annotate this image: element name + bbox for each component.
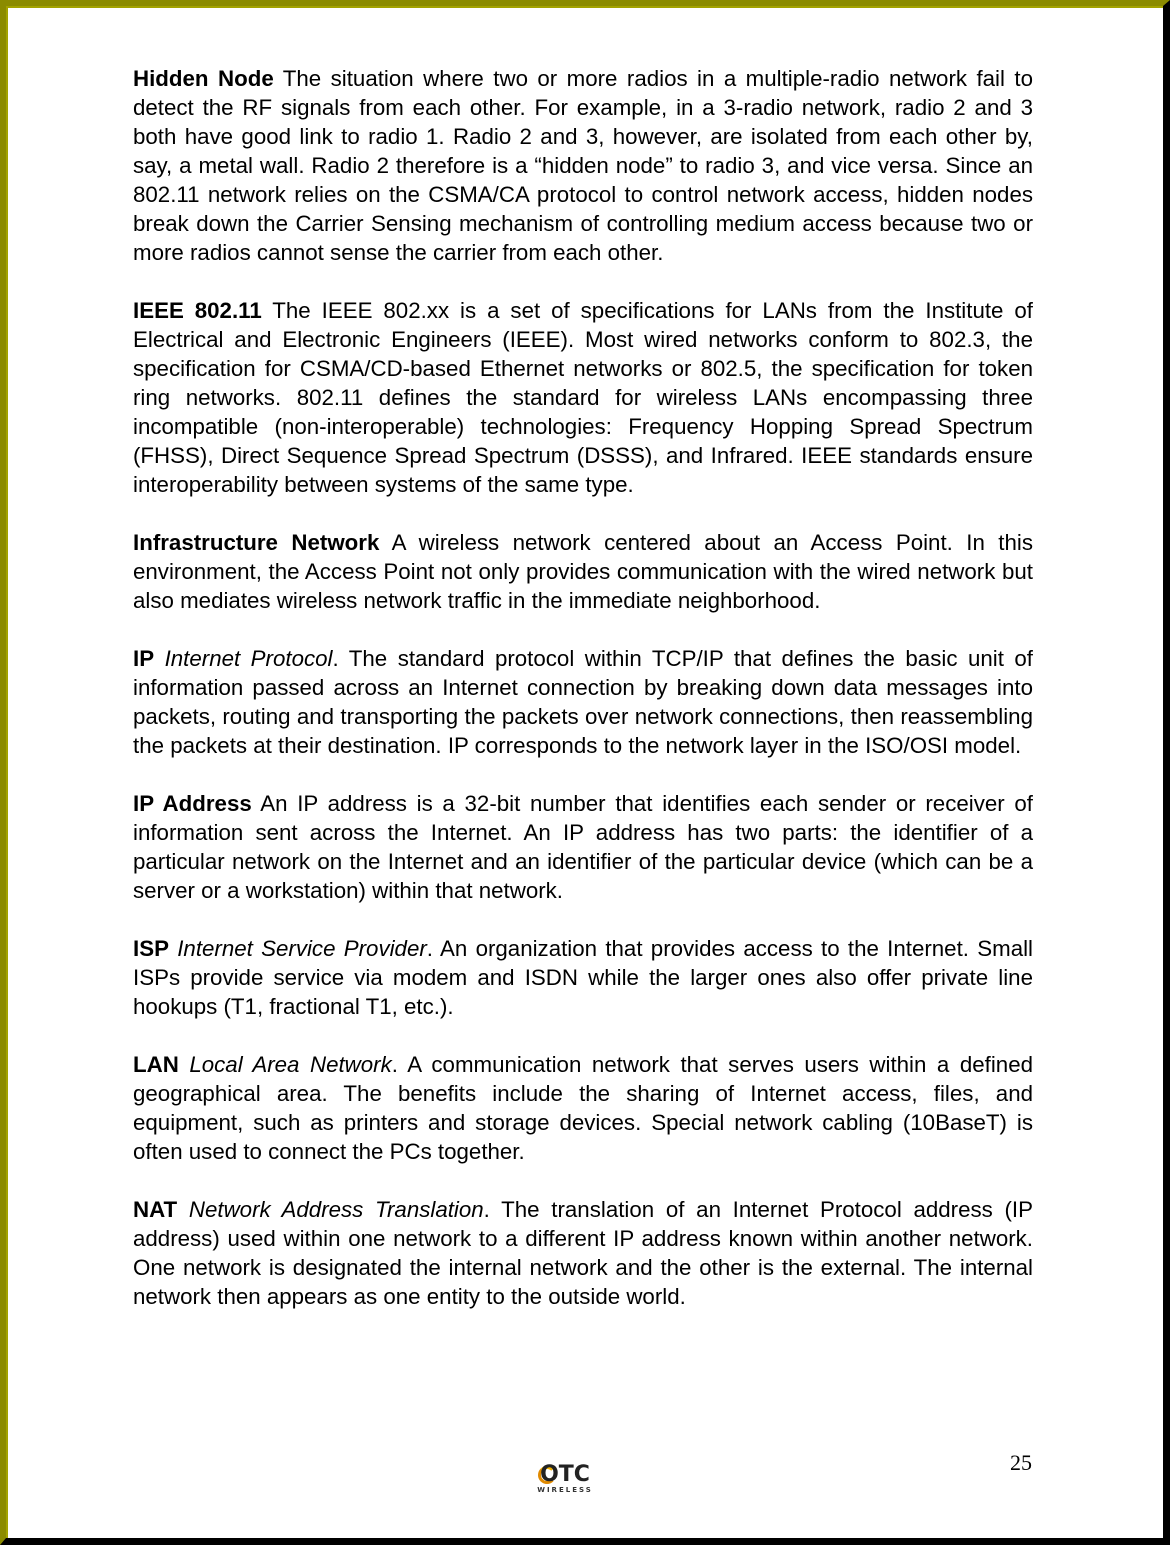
term-expansion: Local Area Network [178,1052,392,1077]
glossary-entry-isp [133,934,1033,1021]
term: IP Address [133,791,252,816]
page-number: 25 [1010,1450,1032,1475]
definition: A wireless network centered about an Access Point. In this environment, the Access Point not only provides communication with the wired network but also mediates wireless network traffic in the immediate neighborhood. [133,530,1033,613]
logo-subtitle: WIRELESS [537,1486,593,1494]
glossary-entry-ieee-80211 [133,296,1033,499]
glossary-entry-ip-address [133,789,1033,905]
term-expansion: Network Address Translation [177,1197,484,1222]
definition: An IP address is a 32-bit number that identifies each sender or receiver of information sent across the Internet. An IP address has two parts: the identifier of a particular network on the Internet and an identifier of the particular device (which can be a server or a workstation) within that network. [133,791,1033,903]
term: IEEE 802.11 [133,298,262,323]
glossary-entry-hidden-node [133,64,1033,267]
term: Hidden Node [133,66,274,91]
definition: . A communication network that serves users within a defined geographical area. The benefits include the sharing of Internet access, files, and equipment, such as printers and storage devices. Special network cabling (10BaseT) is often used to connect the PCs together. [133,1052,1034,1164]
term: IP [133,646,155,671]
definition: . The standard protocol within TCP/IP that defines the basic unit of information passed across an Internet connection by breaking down data messages into packets, routing and transporting the packets over network connections, then reassembling the packets at their destination. IP corresponds to the network layer in the ISO/OSI model. [133,646,1034,758]
glossary-entry-infrastructure-network [133,528,1033,615]
definition: The IEEE 802.xx is a set of specifications for LANs from the Institute of Electrical and Electronic Engineers (IEEE). Most wired networks conform to 802.3, the specification for CSMA/CD-based Ethernet networks or 802.5, the specification for token ring networks. 802.11 defines the standard for wireless LANs encompassing three incompatible (non-interoperable) technologies: Frequency Hopping Spread Spectrum (FHSS), Direct Sequence Spread Spectrum (DSSS), and Infrared. IEEE standards ensure interoperability between systems of the same type. [133,298,1033,497]
otc-wireless-logo [532,1462,598,1502]
term: LAN [133,1052,179,1077]
glossary-entry-ip [133,644,1033,760]
definition: The situation where two or more radios in a multiple-radio network fail to detect the RF signals from each other. For example, in a 3-radio network, radio 2 and 3 both have good link to radio 1. Radio 2 and 3, however, are isolated from each other by, say, a metal wall. Radio 2 therefore is a “hidden node” to radio 3, and vice versa. Since an 802.11 network relies on the CSMA/CA protocol to control network access, hidden nodes break down the Carrier Sensing mechanism of controlling medium access because two or more radios cannot sense the carrier from each other. [133,66,1033,265]
term: ISP [133,936,169,961]
term: Infrastructure Network [133,530,380,555]
definition: . The translation of an Internet Protocol address (IP address) used within one network to a different IP address known within another network. One network is designated the internal network and the other is the external. The internal network then appears as one entity to the outside world. [133,1197,1034,1309]
definition: . An organization that provides access to the Internet. Small ISPs provide service via modem and ISDN while the larger ones also offer private line hookups (T1, fractional T1, etc.). [133,936,1034,1019]
term-expansion: Internet Service Provider [168,936,427,961]
glossary-entry-lan [133,1050,1033,1166]
term: NAT [133,1197,178,1222]
term-expansion: Internet Protocol [154,646,333,671]
glossary-content [133,64,1033,1340]
glossary-entry-nat [133,1195,1033,1311]
logo-name: OTC [540,1462,590,1487]
